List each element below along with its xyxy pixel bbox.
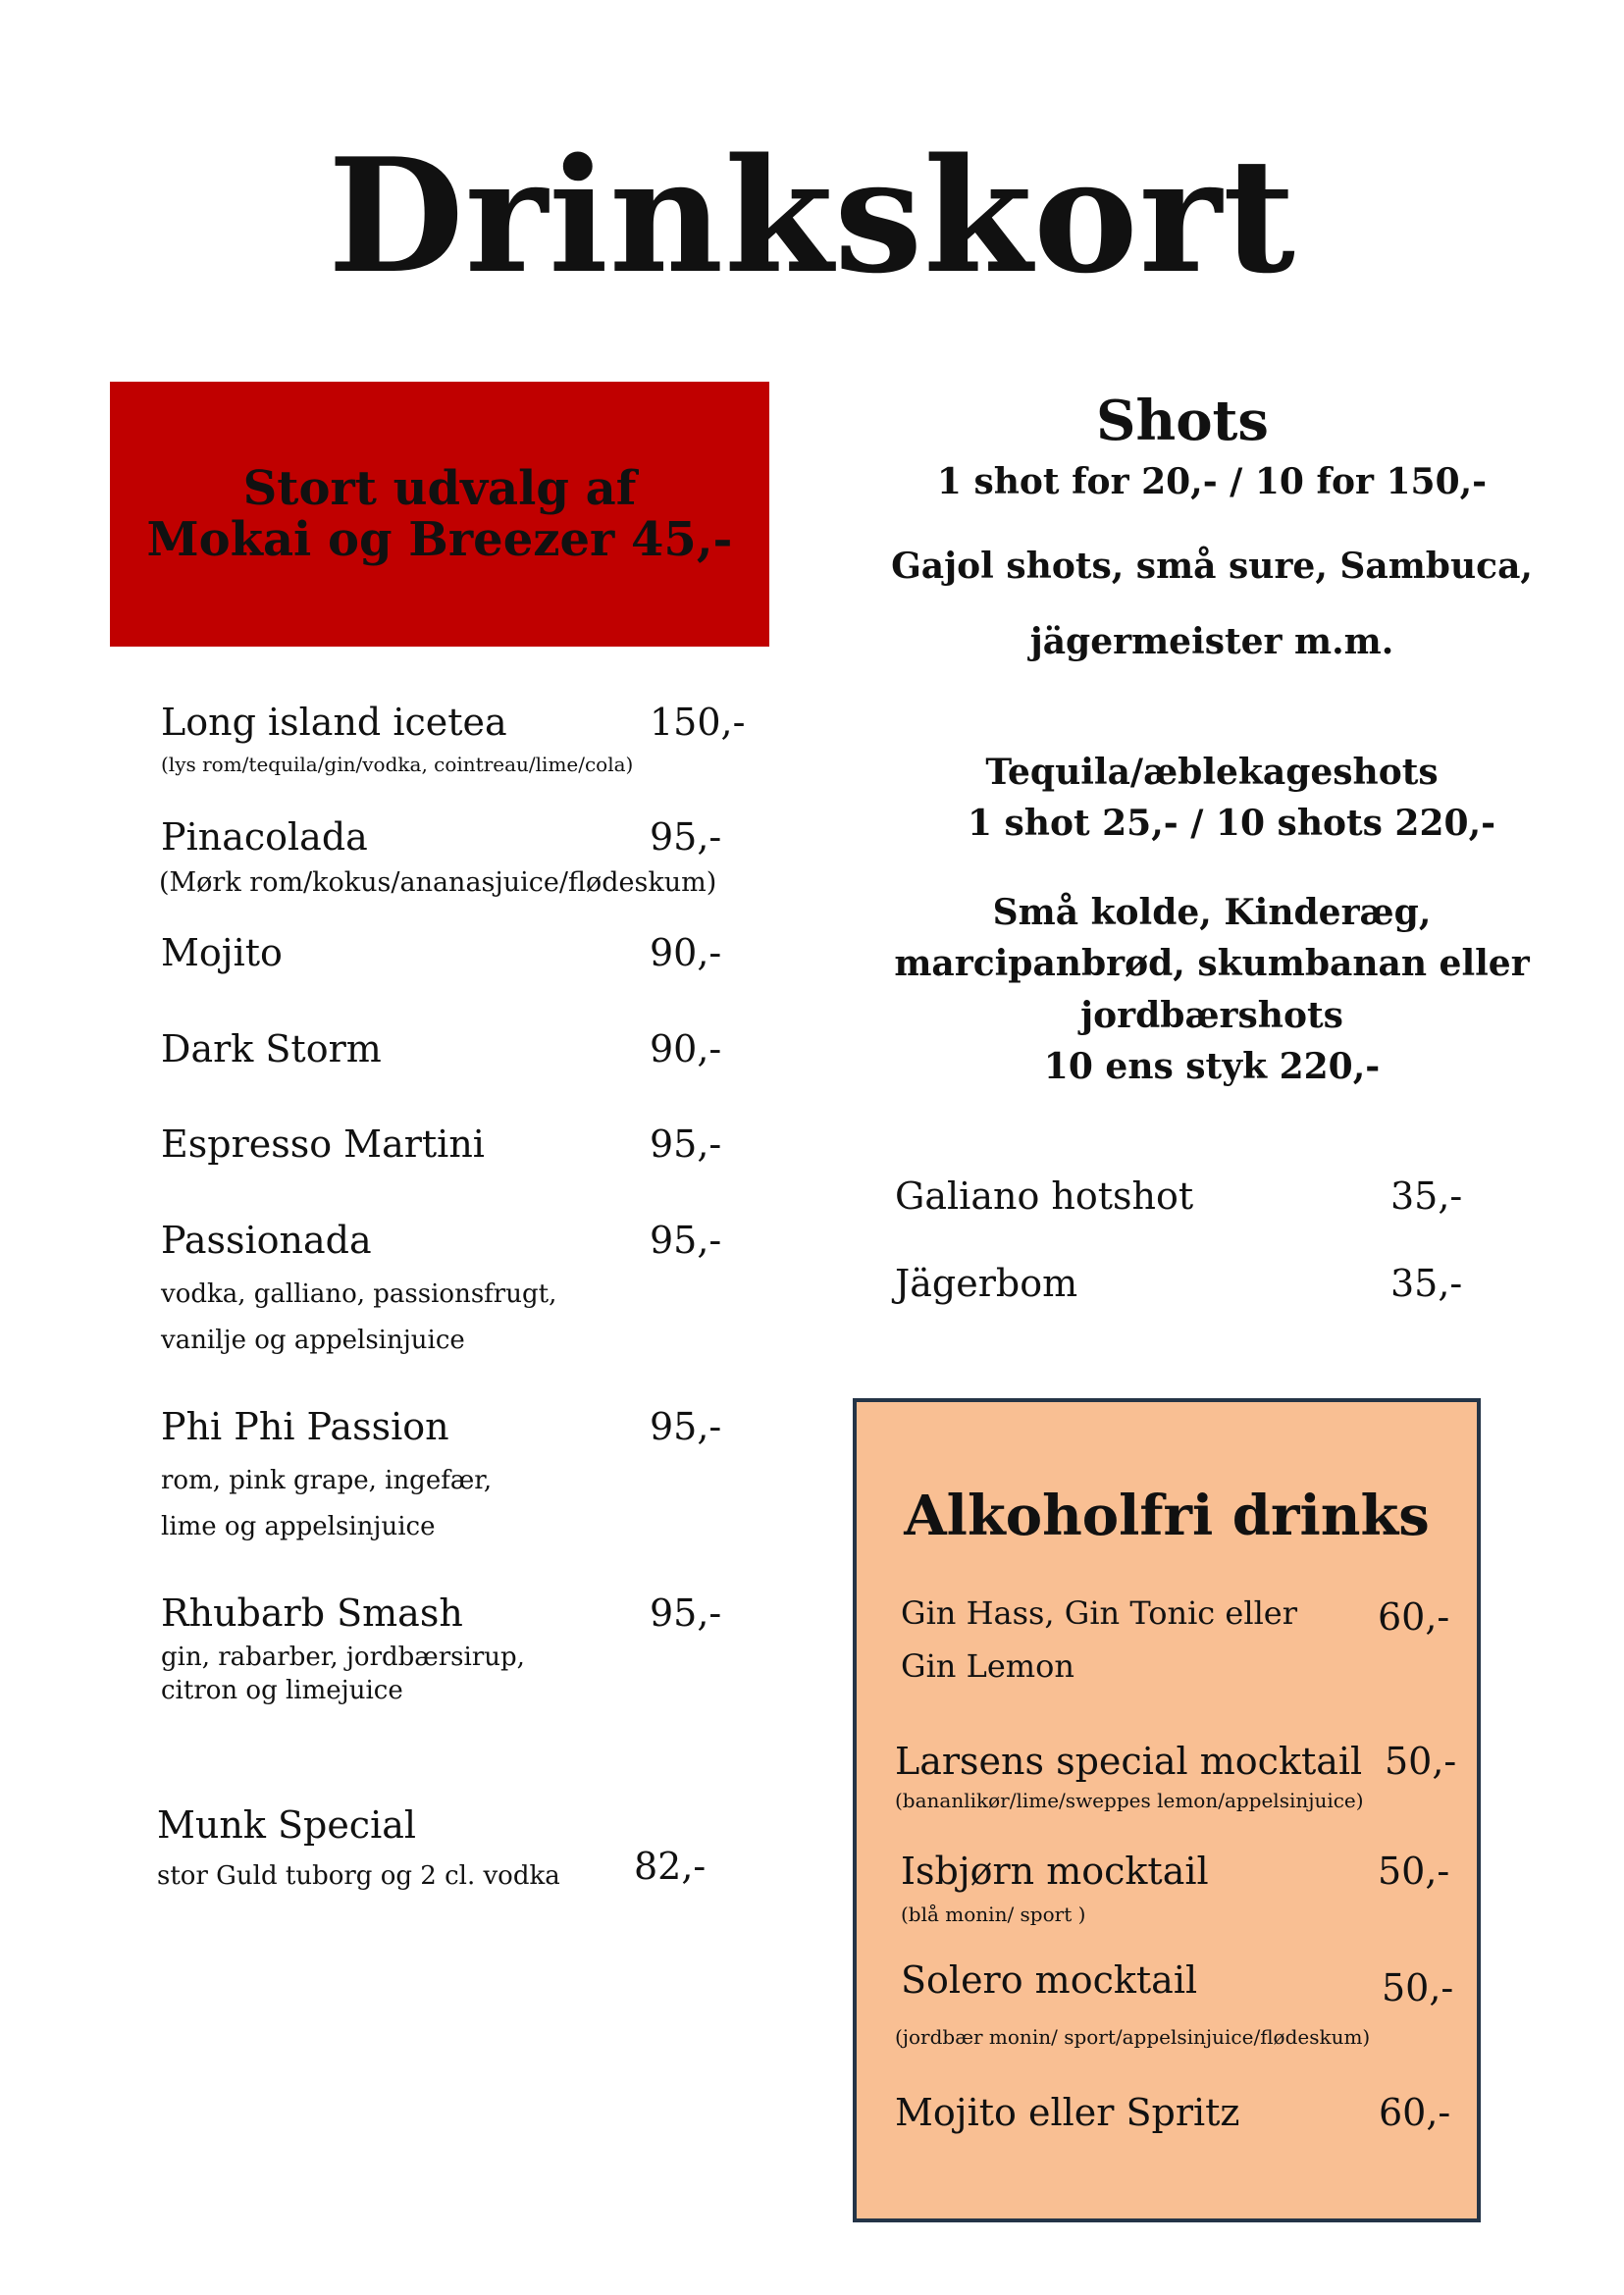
shots-list-line: Gajol shots, små sure, Sambuca, [891,546,1533,587]
drink-price: 95,- [650,815,722,859]
drink-name: Rhubarb Smash [161,1591,463,1635]
drink-description: stor Guld tuborg og 2 cl. vodka [157,1861,560,1891]
drink-price: 90,- [650,1027,722,1070]
mocktail-price: 50,- [1378,1850,1450,1893]
drink-description: citron og limejuice [161,1676,403,1705]
promo-line-2: Mokai og Breezer 45,- [146,512,733,567]
promo-line-1: Stort udvalg af [242,461,637,516]
drink-name: Long island icetea [161,701,507,744]
drink-price: 90,- [650,931,722,974]
drink-price: 95,- [650,1405,722,1448]
drink-description: (lys rom/tequila/gin/vodka, cointreau/lime/cola) [161,753,634,776]
drink-name: Mojito [161,931,283,974]
drink-price: 95,- [650,1219,722,1262]
shots-offer: 1 shot for 20,- / 10 for 150,- [936,461,1488,502]
shot-price: 35,- [1390,1262,1463,1305]
tequila-shots-line: 1 shot 25,- / 10 shots 220,- [967,803,1496,844]
mocktail-price: 50,- [1385,1740,1457,1783]
drink-description: gin, rabarber, jordbærsirup, [161,1643,525,1672]
drink-name: Espresso Martini [161,1122,485,1166]
mocktail-description: (bananlikør/lime/sweppes lemon/appelsinjuice) [895,1789,1364,1812]
mocktail-price: 60,- [1378,1595,1450,1639]
drink-description: (Mørk rom/kokus/ananasjuice/flødeskum) [159,867,717,898]
drink-name: Pinacolada [161,815,368,859]
shots-title: Shots [1096,389,1269,453]
mocktail-name: Gin Hass, Gin Tonic eller [901,1594,1298,1632]
drink-price: 82,- [634,1845,707,1888]
mocktail-name: Isbjørn mocktail [901,1850,1209,1893]
shot-name: Jägerbom [895,1262,1078,1305]
promo-box [110,382,769,647]
alkoholfri-title: Alkoholfri drinks [904,1484,1430,1548]
drink-price: 150,- [650,701,746,744]
kolde-shots-line: 10 ens styk 220,- [1043,1046,1381,1087]
mocktail-name: Mojito eller Spritz [895,2091,1240,2134]
mocktail-price: 50,- [1382,1966,1454,2009]
kolde-shots-line: marcipanbrød, skumbanan eller [894,943,1530,984]
mocktail-name: Gin Lemon [901,1647,1074,1685]
drink-description: vodka, galliano, passionsfrugt, [161,1279,557,1309]
page-title: Drinkskort [328,124,1296,308]
drink-name: Munk Special [157,1803,417,1847]
mocktail-name: Larsens special mocktail [895,1740,1363,1783]
drink-description: lime og appelsinjuice [161,1512,436,1541]
tequila-shots-line: Tequila/æblekageshots [985,752,1439,793]
shot-name: Galiano hotshot [895,1174,1194,1218]
kolde-shots-line: jordbærshots [1080,995,1343,1036]
drink-price: 95,- [650,1591,722,1635]
drink-description: vanilje og appelsinjuice [161,1326,465,1355]
drink-name: Dark Storm [161,1027,382,1070]
drink-name: Phi Phi Passion [161,1405,449,1448]
mocktail-description: (blå monin/ sport ) [901,1903,1086,1926]
drink-price: 95,- [650,1122,722,1166]
shots-list-line: jägermeister m.m. [1029,621,1394,662]
mocktail-price: 60,- [1379,2091,1451,2134]
mocktail-name: Solero mocktail [901,1958,1198,2002]
kolde-shots-line: Små kolde, Kinderæg, [992,892,1432,933]
shot-price: 35,- [1390,1174,1463,1218]
drink-description: rom, pink grape, ingefær, [161,1466,493,1495]
mocktail-description: (jordbær monin/ sport/appelsinjuice/flødeskum) [895,2025,1371,2049]
drink-name: Passionada [161,1219,372,1262]
